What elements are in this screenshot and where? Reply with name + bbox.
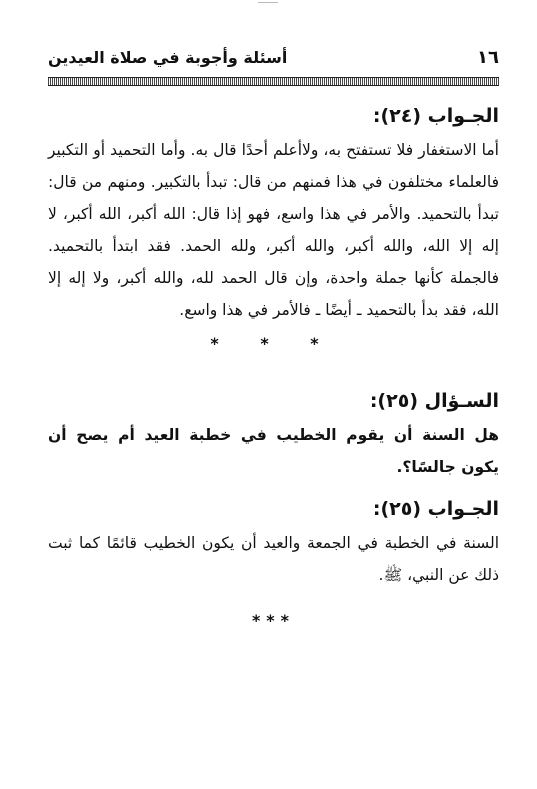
answer-25-heading: الجـواب (٢٥): xyxy=(372,498,499,520)
end-separator: *** xyxy=(251,611,296,630)
running-title: أسئلة وأجوبة في صلاة العيدين xyxy=(48,47,288,67)
answer-24-text: أما الاستغفار فلا تستفتح به، ولاأعلم أحدًا قال به. وأما التحميد أو التكبير فالعلماء مختلفون في هذا فمنهم من قال: تبدأ بالتكبير. ومنهم من قال: تبدأ بالتحميد. والأمر في هذا واسع، فهو إذا قال: الله أكبر، الله أكبر، لا إله إلا الله، والله أكبر، والله أكبر، ولله الحمد. فقد ابتدأ بالتحميد. فالجملة كأنها جملة واحدة، وإن قال الحمد لله، والله أكبر، ولا إله إلا الله، فقد بدأ بالتحميد ـ أيضًا ـ فالأمر في هذا واسع. xyxy=(48,141,499,319)
question-25-text: هل السنة أن يقوم الخطيب في خطبة العيد أم يصح أن يكون جالسًا؟. xyxy=(48,426,499,476)
section-separator: * * * xyxy=(210,334,337,353)
top-edge-mark xyxy=(258,2,278,3)
header-rule xyxy=(48,77,499,86)
running-header xyxy=(48,44,499,70)
page-body xyxy=(48,102,499,636)
answer-24-heading: الجـواب (٢٤): xyxy=(372,105,499,127)
answer-25-text: السنة في الخطبة في الجمعة والعيد أن يكون الخطيب قائمًا كما ثبت ذلك عن النبي، ﷺ. xyxy=(48,534,499,584)
page-number: ١٦ xyxy=(477,46,499,68)
question-25-heading: السـؤال (٢٥): xyxy=(369,390,499,412)
